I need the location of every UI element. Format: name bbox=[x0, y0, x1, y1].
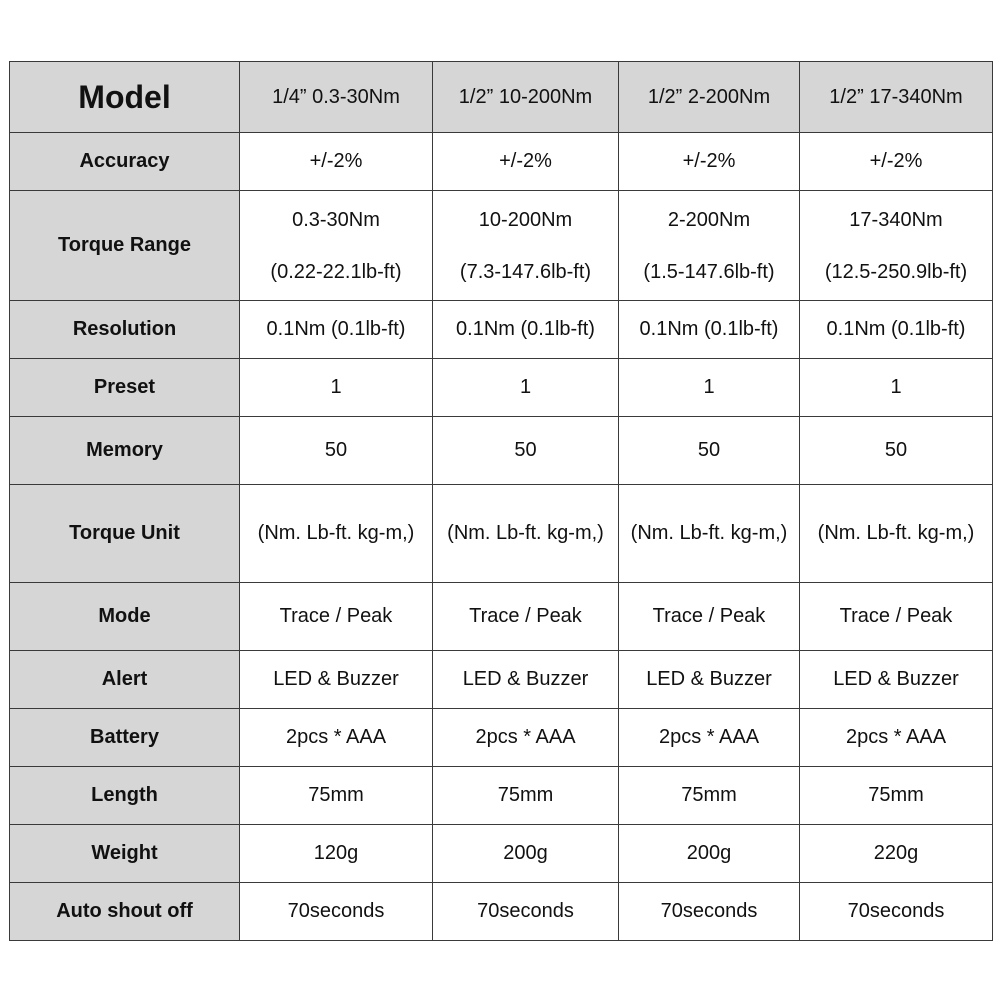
spec-cell: 1 bbox=[800, 359, 993, 417]
spec-cell: 75mm bbox=[619, 767, 800, 825]
row-label: Battery bbox=[10, 709, 240, 767]
row-label: Torque Unit bbox=[10, 485, 240, 583]
spec-cell: 1 bbox=[619, 359, 800, 417]
spec-cell: 75mm bbox=[800, 767, 993, 825]
spec-row bbox=[10, 133, 993, 191]
spec-row bbox=[10, 825, 993, 883]
spec-cell: LED & Buzzer bbox=[433, 651, 619, 709]
spec-row bbox=[10, 709, 993, 767]
spec-row bbox=[10, 485, 993, 583]
spec-cell-line: 0.3-30Nm bbox=[292, 208, 380, 231]
spec-cell-line: 10-200Nm bbox=[478, 208, 573, 231]
spec-cell: 1 bbox=[240, 359, 433, 417]
spec-cell: 120g bbox=[240, 825, 433, 883]
spec-cell: 50 bbox=[800, 417, 993, 485]
spec-row bbox=[10, 191, 993, 301]
row-label: Torque Range bbox=[10, 191, 240, 301]
spec-cell: (Nm. Lb-ft. kg-m,) bbox=[619, 485, 800, 583]
spec-cell: +/-2% bbox=[240, 133, 433, 191]
row-label: Auto shout off bbox=[10, 883, 240, 941]
spec-cell: 70seconds bbox=[619, 883, 800, 941]
spec-cell: Trace / Peak bbox=[800, 583, 993, 651]
row-label: Alert bbox=[10, 651, 240, 709]
spec-cell: 200g bbox=[433, 825, 619, 883]
row-label: Mode bbox=[10, 583, 240, 651]
spec-cell: 200g bbox=[619, 825, 800, 883]
spec-cell-line: 2-200Nm bbox=[667, 208, 751, 231]
spec-cell: LED & Buzzer bbox=[619, 651, 800, 709]
spec-cell: 50 bbox=[240, 417, 433, 485]
spec-table bbox=[9, 61, 993, 941]
spec-cell-line: (7.3-147.6lb-ft) bbox=[459, 260, 592, 283]
spec-cell: 0.1Nm (0.1lb-ft) bbox=[433, 301, 619, 359]
model-column-header: 1/2” 2-200Nm bbox=[619, 62, 800, 133]
spec-cell: 2pcs * AAA bbox=[433, 709, 619, 767]
spec-cell: (Nm. Lb-ft. kg-m,) bbox=[240, 485, 433, 583]
spec-cell-line: (0.22-22.1lb-ft) bbox=[270, 260, 402, 283]
spec-cell bbox=[433, 191, 619, 301]
spec-row bbox=[10, 583, 993, 651]
model-column-header: 1/2” 17-340Nm bbox=[800, 62, 993, 133]
spec-row bbox=[10, 301, 993, 359]
spec-cell: 2pcs * AAA bbox=[619, 709, 800, 767]
spec-cell: 70seconds bbox=[433, 883, 619, 941]
spec-table-body bbox=[10, 62, 993, 941]
spec-row bbox=[10, 651, 993, 709]
header-model-label: Model bbox=[10, 62, 240, 133]
spec-row bbox=[10, 417, 993, 485]
spec-cell: 0.1Nm (0.1lb-ft) bbox=[619, 301, 800, 359]
spec-cell: 50 bbox=[433, 417, 619, 485]
spec-cell-line: (12.5-250.9lb-ft) bbox=[824, 260, 968, 283]
spec-row bbox=[10, 883, 993, 941]
spec-cell: LED & Buzzer bbox=[800, 651, 993, 709]
spec-cell bbox=[800, 191, 993, 301]
spec-cell: +/-2% bbox=[433, 133, 619, 191]
spec-cell: Trace / Peak bbox=[619, 583, 800, 651]
spec-cell: 70seconds bbox=[240, 883, 433, 941]
row-label: Resolution bbox=[10, 301, 240, 359]
spec-cell: 75mm bbox=[433, 767, 619, 825]
spec-cell: 0.1Nm (0.1lb-ft) bbox=[240, 301, 433, 359]
model-column-header: 1/4” 0.3-30Nm bbox=[240, 62, 433, 133]
spec-cell: (Nm. Lb-ft. kg-m,) bbox=[433, 485, 619, 583]
spec-cell-line: (1.5-147.6lb-ft) bbox=[643, 260, 775, 283]
header-row bbox=[10, 62, 993, 133]
spec-cell bbox=[240, 191, 433, 301]
spec-cell: LED & Buzzer bbox=[240, 651, 433, 709]
spec-cell: +/-2% bbox=[800, 133, 993, 191]
row-label: Weight bbox=[10, 825, 240, 883]
row-label: Length bbox=[10, 767, 240, 825]
spec-cell bbox=[619, 191, 800, 301]
spec-cell: 220g bbox=[800, 825, 993, 883]
spec-cell: 70seconds bbox=[800, 883, 993, 941]
spec-row bbox=[10, 359, 993, 417]
row-label: Memory bbox=[10, 417, 240, 485]
spec-cell: 75mm bbox=[240, 767, 433, 825]
spec-cell-line: 17-340Nm bbox=[849, 208, 943, 231]
spec-cell: Trace / Peak bbox=[240, 583, 433, 651]
spec-cell: 50 bbox=[619, 417, 800, 485]
spec-row bbox=[10, 767, 993, 825]
spec-cell: (Nm. Lb-ft. kg-m,) bbox=[800, 485, 993, 583]
row-label: Preset bbox=[10, 359, 240, 417]
model-column-header: 1/2” 10-200Nm bbox=[433, 62, 619, 133]
spec-cell: 2pcs * AAA bbox=[800, 709, 993, 767]
spec-cell: 2pcs * AAA bbox=[240, 709, 433, 767]
spec-cell: 0.1Nm (0.1lb-ft) bbox=[800, 301, 993, 359]
spec-cell: +/-2% bbox=[619, 133, 800, 191]
spec-cell: Trace / Peak bbox=[433, 583, 619, 651]
spec-cell: 1 bbox=[433, 359, 619, 417]
row-label: Accuracy bbox=[10, 133, 240, 191]
